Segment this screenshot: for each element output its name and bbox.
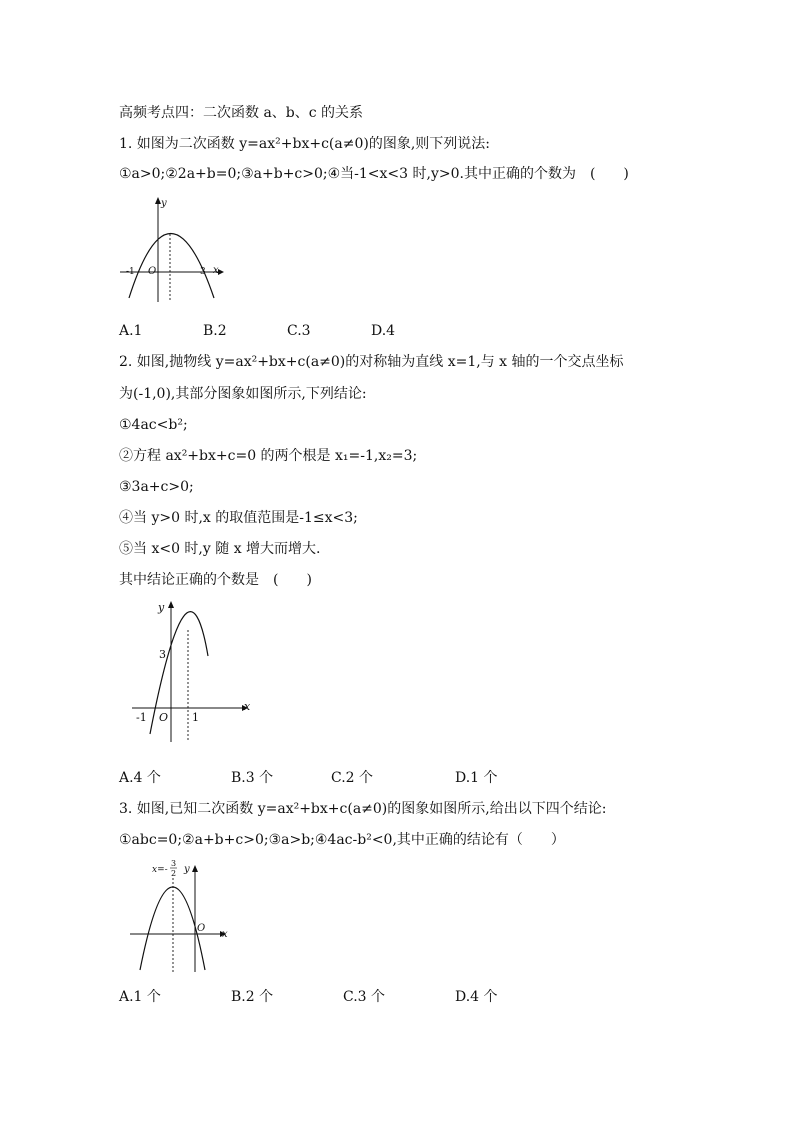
q1-stem: 1. 如图为二次函数 y=ax²+bx+c(a≠0)的图象,则下列说法: — [119, 136, 490, 152]
q2-y-arrow — [168, 601, 174, 608]
q2-item-3: ③3a+c>0; — [119, 479, 194, 495]
q1-x-label: x — [213, 265, 219, 276]
q2-item-4: ④当 y>0 时,x 的取值范围是-1≤x<3; — [119, 510, 358, 526]
q2-option-b: B.3 个 — [231, 770, 274, 786]
q3-y-label: y — [184, 864, 190, 875]
q1-origin-label: O — [148, 266, 157, 277]
q3-option-c: C.3 个 — [343, 989, 386, 1005]
q3-conditions: ①abc=0;②a+b+c>0;③a>b;④4ac-b²<0,其中正确的结论有（ ） — [119, 832, 565, 848]
q3-origin-label: O — [197, 923, 206, 934]
q2-root-label: -1 — [136, 711, 147, 724]
q1-parabola — [129, 234, 214, 299]
q1-left-root-label: -1 — [126, 267, 135, 277]
q2-stem-line2: 为(-1,0),其部分图象如图所示,下列结论: — [119, 386, 367, 402]
q1-option-d: D.4 — [371, 323, 396, 339]
q1-x-arrow — [218, 269, 224, 275]
q2-item-1: ①4ac<b²; — [119, 417, 188, 433]
q2-axis-label: 1 — [192, 711, 199, 724]
q1-option-a: A.1 — [119, 323, 143, 339]
q2-y-label: y — [158, 601, 165, 614]
q1-parabola-figure — [118, 194, 228, 306]
q1-conditions: ①a>0;②2a+b=0;③a+b+c>0;④当-1<x<3 时,y>0.其中正确的个数为 ( ) — [119, 166, 629, 182]
q3-stem: 3. 如图,已知二次函数 y=ax²+bx+c(a≠0)的图象如图所示,给出以下四个结论: — [119, 801, 607, 817]
q1-option-c: C.3 — [287, 323, 311, 339]
q3-option-d: D.4 个 — [455, 989, 498, 1005]
q2-item-2: ②方程 ax²+bx+c=0 的两个根是 x₁=-1,x₂=3; — [119, 448, 418, 464]
q2-option-d: D.1 个 — [455, 770, 498, 786]
q2-option-c: C.2 个 — [331, 770, 374, 786]
q2-item-5: ⑤当 x<0 时,y 随 x 增大而增大. — [119, 541, 321, 557]
q1-y-label: y — [161, 198, 167, 209]
q3-frac-den: 2 — [171, 869, 177, 878]
q2-parabola-figure — [128, 600, 256, 746]
q3-y-arrow — [192, 865, 198, 872]
q2-intercept-label: 3 — [159, 648, 166, 661]
q3-option-b: B.2 个 — [231, 989, 274, 1005]
q3-x-label: x — [222, 929, 228, 940]
section-title: 高频考点四：二次函数 a、b、c 的关系 — [119, 105, 364, 121]
q1-option-b: B.2 — [203, 323, 227, 339]
q2-origin-label: O — [159, 711, 169, 724]
q3-frac-num: 3 — [171, 859, 177, 868]
q2-option-a: A.4 个 — [119, 770, 161, 786]
q1-right-root-label: 3 — [200, 267, 206, 277]
q3-axis-label: x=- — [152, 865, 168, 875]
q2-stem-line1: 2. 如图,抛物线 y=ax²+bx+c(a≠0)的对称轴为直线 x=1,与 x 轴的一个交点坐标 — [119, 354, 624, 370]
q2-x-label: x — [244, 700, 251, 713]
q3-option-a: A.1 个 — [119, 989, 161, 1005]
q2-prompt: 其中结论正确的个数是 ( ) — [119, 572, 312, 588]
q3-parabola-figure — [126, 856, 236, 974]
